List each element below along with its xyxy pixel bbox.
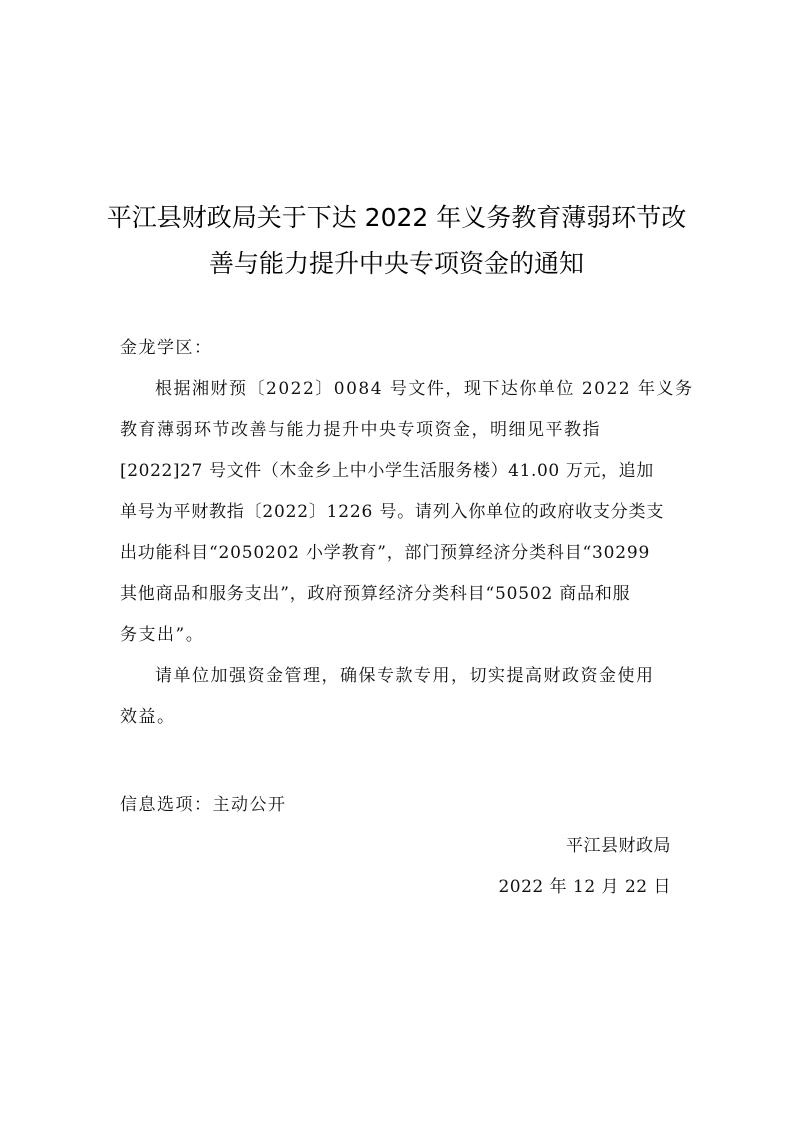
body-line-3: [2022]27 号文件（木金乡上中小学生活服务楼）41.00 万元，追加 (120, 461, 654, 481)
body-line-2: 教育薄弱环节改善与能力提升中央专项资金，明细见平教指 (120, 420, 601, 440)
addressee: 金龙学区： (120, 338, 213, 358)
issuer: 平江县财政局 (566, 836, 671, 856)
document-title-line-1: 平江县财政局关于下达 2022 年义务教育薄弱环节改 (106, 203, 687, 232)
body-line-8: 请单位加强资金管理，确保专款专用，切实提高财政资金使用 (155, 666, 655, 686)
body-line-6: 其他商品和服务支出”，政府预算经济分类科目“50502 商品和服 (120, 584, 631, 604)
body-line-4: 单号为平财教指〔2022〕1226 号。请列入你单位的政府收支分类支 (120, 502, 665, 522)
body-line-1: 根据湘财预〔2022〕0084 号文件，现下达你单位 2022 年义务 (155, 379, 694, 399)
issue-date: 2022 年 12 月 22 日 (498, 877, 671, 897)
body-line-5: 出功能科目“2050202 小学教育”，部门预算经济分类科目“30299 (120, 543, 651, 563)
body-line-7: 务支出”。 (120, 625, 205, 645)
info-option: 信息选项：主动公开 (120, 795, 287, 815)
document-title-line-2: 善与能力提升中央专项资金的通知 (208, 249, 584, 278)
body-line-9: 效益。 (120, 707, 176, 727)
